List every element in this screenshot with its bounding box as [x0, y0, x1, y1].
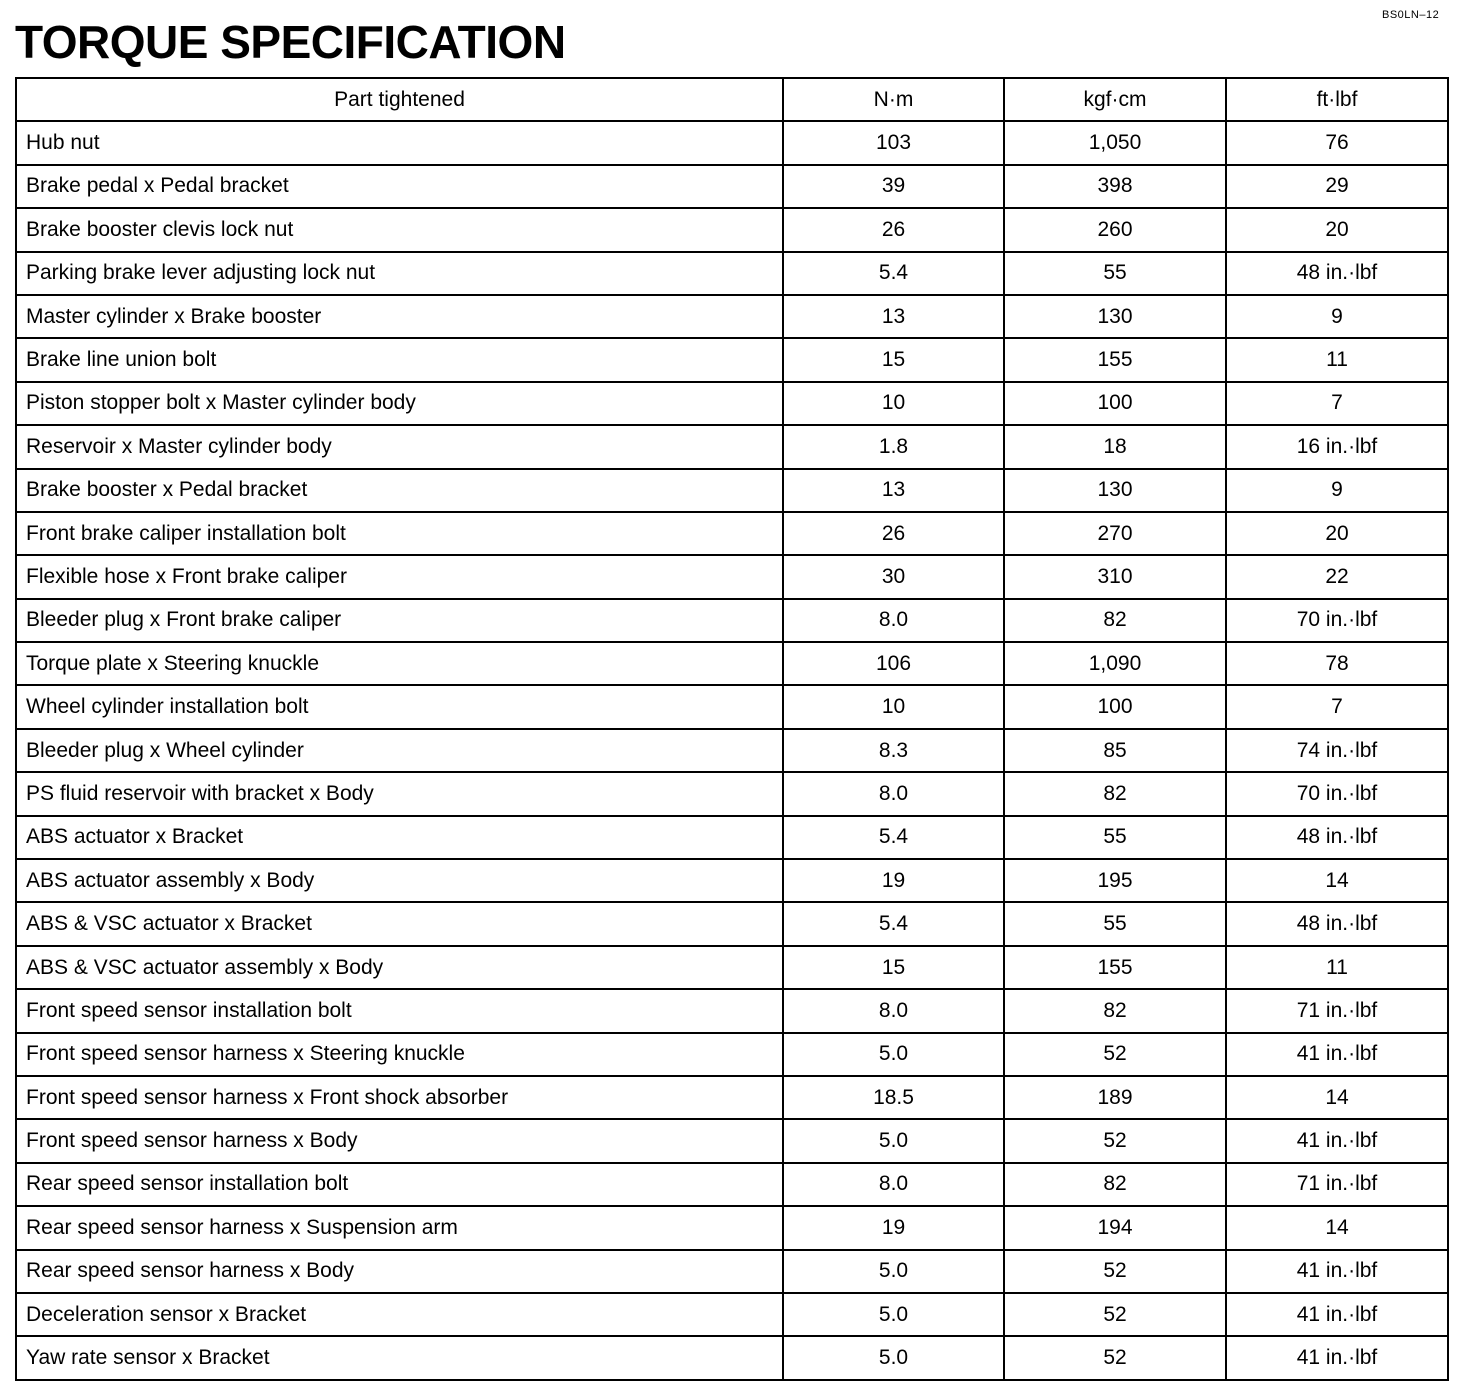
cell-part: ABS & VSC actuator x Bracket — [16, 902, 783, 945]
cell-part: Hub nut — [16, 121, 783, 164]
cell-nm: 10 — [783, 382, 1004, 425]
cell-nm: 106 — [783, 642, 1004, 685]
table-row — [16, 1163, 1448, 1206]
header-part-tightened: Part tightened — [16, 78, 783, 121]
table-row — [16, 729, 1448, 772]
cell-part: Rear speed sensor harness x Body — [16, 1250, 783, 1293]
cell-part: Brake booster clevis lock nut — [16, 208, 783, 251]
cell-ft-lbf: 20 — [1226, 512, 1448, 555]
cell-kgf-cm: 85 — [1004, 729, 1226, 772]
cell-nm: 8.0 — [783, 772, 1004, 815]
cell-nm: 15 — [783, 946, 1004, 989]
cell-ft-lbf: 7 — [1226, 382, 1448, 425]
cell-kgf-cm: 1,050 — [1004, 121, 1226, 164]
cell-nm: 8.0 — [783, 599, 1004, 642]
table-header-row — [16, 78, 1448, 121]
cell-ft-lbf: 20 — [1226, 208, 1448, 251]
cell-kgf-cm: 195 — [1004, 859, 1226, 902]
table-row — [16, 1076, 1448, 1119]
document-code: BS0LN–12 — [1382, 9, 1440, 21]
cell-kgf-cm: 155 — [1004, 338, 1226, 381]
cell-nm: 10 — [783, 685, 1004, 728]
cell-ft-lbf: 41 in.·lbf — [1226, 1250, 1448, 1293]
cell-nm: 15 — [783, 338, 1004, 381]
table-row — [16, 989, 1448, 1032]
cell-kgf-cm: 100 — [1004, 382, 1226, 425]
cell-nm: 5.4 — [783, 252, 1004, 295]
cell-part: Master cylinder x Brake booster — [16, 295, 783, 338]
cell-part: Parking brake lever adjusting lock nut — [16, 252, 783, 295]
cell-nm: 26 — [783, 512, 1004, 555]
cell-ft-lbf: 70 in.·lbf — [1226, 772, 1448, 815]
cell-part: Deceleration sensor x Bracket — [16, 1293, 783, 1336]
cell-ft-lbf: 48 in.·lbf — [1226, 902, 1448, 945]
cell-part: Torque plate x Steering knuckle — [16, 642, 783, 685]
table-row — [16, 1206, 1448, 1249]
cell-nm: 30 — [783, 555, 1004, 598]
cell-nm: 5.4 — [783, 816, 1004, 859]
cell-kgf-cm: 82 — [1004, 989, 1226, 1032]
cell-nm: 39 — [783, 165, 1004, 208]
cell-part: ABS & VSC actuator assembly x Body — [16, 946, 783, 989]
cell-part: Brake booster x Pedal bracket — [16, 469, 783, 512]
cell-part: PS fluid reservoir with bracket x Body — [16, 772, 783, 815]
page-title: TORQUE SPECIFICATION — [15, 16, 566, 68]
cell-part: Reservoir x Master cylinder body — [16, 425, 783, 468]
cell-kgf-cm: 130 — [1004, 469, 1226, 512]
cell-kgf-cm: 55 — [1004, 902, 1226, 945]
cell-part: Bleeder plug x Wheel cylinder — [16, 729, 783, 772]
cell-nm: 5.0 — [783, 1293, 1004, 1336]
cell-part: Wheel cylinder installation bolt — [16, 685, 783, 728]
cell-kgf-cm: 82 — [1004, 1163, 1226, 1206]
cell-nm: 8.3 — [783, 729, 1004, 772]
cell-ft-lbf: 71 in.·lbf — [1226, 1163, 1448, 1206]
table-row — [16, 425, 1448, 468]
cell-nm: 26 — [783, 208, 1004, 251]
cell-ft-lbf: 41 in.·lbf — [1226, 1033, 1448, 1076]
table-row — [16, 121, 1448, 164]
cell-ft-lbf: 9 — [1226, 295, 1448, 338]
cell-kgf-cm: 398 — [1004, 165, 1226, 208]
table-row — [16, 902, 1448, 945]
cell-ft-lbf: 14 — [1226, 1076, 1448, 1119]
table-row — [16, 295, 1448, 338]
cell-nm: 13 — [783, 469, 1004, 512]
cell-nm: 1.8 — [783, 425, 1004, 468]
cell-part: Front speed sensor harness x Front shock absorber — [16, 1076, 783, 1119]
cell-part: ABS actuator x Bracket — [16, 816, 783, 859]
cell-nm: 19 — [783, 1206, 1004, 1249]
header-ft-lbf: ft·lbf — [1226, 78, 1448, 121]
cell-kgf-cm: 189 — [1004, 1076, 1226, 1119]
torque-spec-table — [15, 77, 1449, 1381]
table-row — [16, 469, 1448, 512]
cell-ft-lbf: 22 — [1226, 555, 1448, 598]
cell-ft-lbf: 78 — [1226, 642, 1448, 685]
cell-part: Brake pedal x Pedal bracket — [16, 165, 783, 208]
cell-part: Front speed sensor harness x Steering knuckle — [16, 1033, 783, 1076]
header-nm: N·m — [783, 78, 1004, 121]
cell-ft-lbf: 41 in.·lbf — [1226, 1336, 1448, 1379]
cell-kgf-cm: 52 — [1004, 1119, 1226, 1162]
cell-part: Front speed sensor installation bolt — [16, 989, 783, 1032]
cell-part: ABS actuator assembly x Body — [16, 859, 783, 902]
table-row — [16, 1336, 1448, 1379]
cell-ft-lbf: 14 — [1226, 859, 1448, 902]
cell-kgf-cm: 1,090 — [1004, 642, 1226, 685]
cell-kgf-cm: 55 — [1004, 816, 1226, 859]
cell-ft-lbf: 29 — [1226, 165, 1448, 208]
cell-kgf-cm: 130 — [1004, 295, 1226, 338]
header-kgf-cm: kgf·cm — [1004, 78, 1226, 121]
cell-part: Bleeder plug x Front brake caliper — [16, 599, 783, 642]
cell-nm: 5.0 — [783, 1336, 1004, 1379]
cell-part: Rear speed sensor installation bolt — [16, 1163, 783, 1206]
cell-kgf-cm: 55 — [1004, 252, 1226, 295]
cell-part: Piston stopper bolt x Master cylinder body — [16, 382, 783, 425]
table-row — [16, 859, 1448, 902]
cell-kgf-cm: 155 — [1004, 946, 1226, 989]
cell-ft-lbf: 41 in.·lbf — [1226, 1293, 1448, 1336]
cell-ft-lbf: 16 in.·lbf — [1226, 425, 1448, 468]
cell-kgf-cm: 52 — [1004, 1336, 1226, 1379]
table-row — [16, 685, 1448, 728]
cell-ft-lbf: 11 — [1226, 946, 1448, 989]
cell-nm: 5.0 — [783, 1119, 1004, 1162]
cell-ft-lbf: 9 — [1226, 469, 1448, 512]
cell-part: Flexible hose x Front brake caliper — [16, 555, 783, 598]
cell-nm: 5.0 — [783, 1250, 1004, 1293]
cell-part: Yaw rate sensor x Bracket — [16, 1336, 783, 1379]
table-row — [16, 599, 1448, 642]
cell-kgf-cm: 18 — [1004, 425, 1226, 468]
table-body — [16, 121, 1448, 1379]
cell-part: Rear speed sensor harness x Suspension arm — [16, 1206, 783, 1249]
cell-kgf-cm: 52 — [1004, 1250, 1226, 1293]
table-row — [16, 1119, 1448, 1162]
cell-nm: 5.4 — [783, 902, 1004, 945]
cell-kgf-cm: 194 — [1004, 1206, 1226, 1249]
cell-part: Front brake caliper installation bolt — [16, 512, 783, 555]
table-row — [16, 1293, 1448, 1336]
table-row — [16, 338, 1448, 381]
cell-nm: 18.5 — [783, 1076, 1004, 1119]
cell-kgf-cm: 52 — [1004, 1033, 1226, 1076]
cell-kgf-cm: 260 — [1004, 208, 1226, 251]
cell-nm: 103 — [783, 121, 1004, 164]
table-row — [16, 642, 1448, 685]
table-row — [16, 555, 1448, 598]
cell-ft-lbf: 48 in.·lbf — [1226, 252, 1448, 295]
cell-ft-lbf: 41 in.·lbf — [1226, 1119, 1448, 1162]
cell-ft-lbf: 11 — [1226, 338, 1448, 381]
cell-ft-lbf: 7 — [1226, 685, 1448, 728]
cell-ft-lbf: 48 in.·lbf — [1226, 816, 1448, 859]
table-row — [16, 1250, 1448, 1293]
cell-ft-lbf: 70 in.·lbf — [1226, 599, 1448, 642]
cell-kgf-cm: 82 — [1004, 772, 1226, 815]
cell-nm: 13 — [783, 295, 1004, 338]
cell-part: Front speed sensor harness x Body — [16, 1119, 783, 1162]
cell-nm: 8.0 — [783, 989, 1004, 1032]
cell-nm: 5.0 — [783, 1033, 1004, 1076]
cell-kgf-cm: 270 — [1004, 512, 1226, 555]
cell-kgf-cm: 52 — [1004, 1293, 1226, 1336]
table-row — [16, 772, 1448, 815]
table-row — [16, 208, 1448, 251]
cell-nm: 8.0 — [783, 1163, 1004, 1206]
table-row — [16, 252, 1448, 295]
table-row — [16, 1033, 1448, 1076]
cell-ft-lbf: 14 — [1226, 1206, 1448, 1249]
table-row — [16, 946, 1448, 989]
cell-kgf-cm: 82 — [1004, 599, 1226, 642]
cell-part: Brake line union bolt — [16, 338, 783, 381]
table-row — [16, 382, 1448, 425]
cell-nm: 19 — [783, 859, 1004, 902]
cell-ft-lbf: 74 in.·lbf — [1226, 729, 1448, 772]
cell-kgf-cm: 310 — [1004, 555, 1226, 598]
cell-kgf-cm: 100 — [1004, 685, 1226, 728]
cell-ft-lbf: 71 in.·lbf — [1226, 989, 1448, 1032]
table-row — [16, 165, 1448, 208]
cell-ft-lbf: 76 — [1226, 121, 1448, 164]
table-row — [16, 512, 1448, 555]
table-row — [16, 816, 1448, 859]
